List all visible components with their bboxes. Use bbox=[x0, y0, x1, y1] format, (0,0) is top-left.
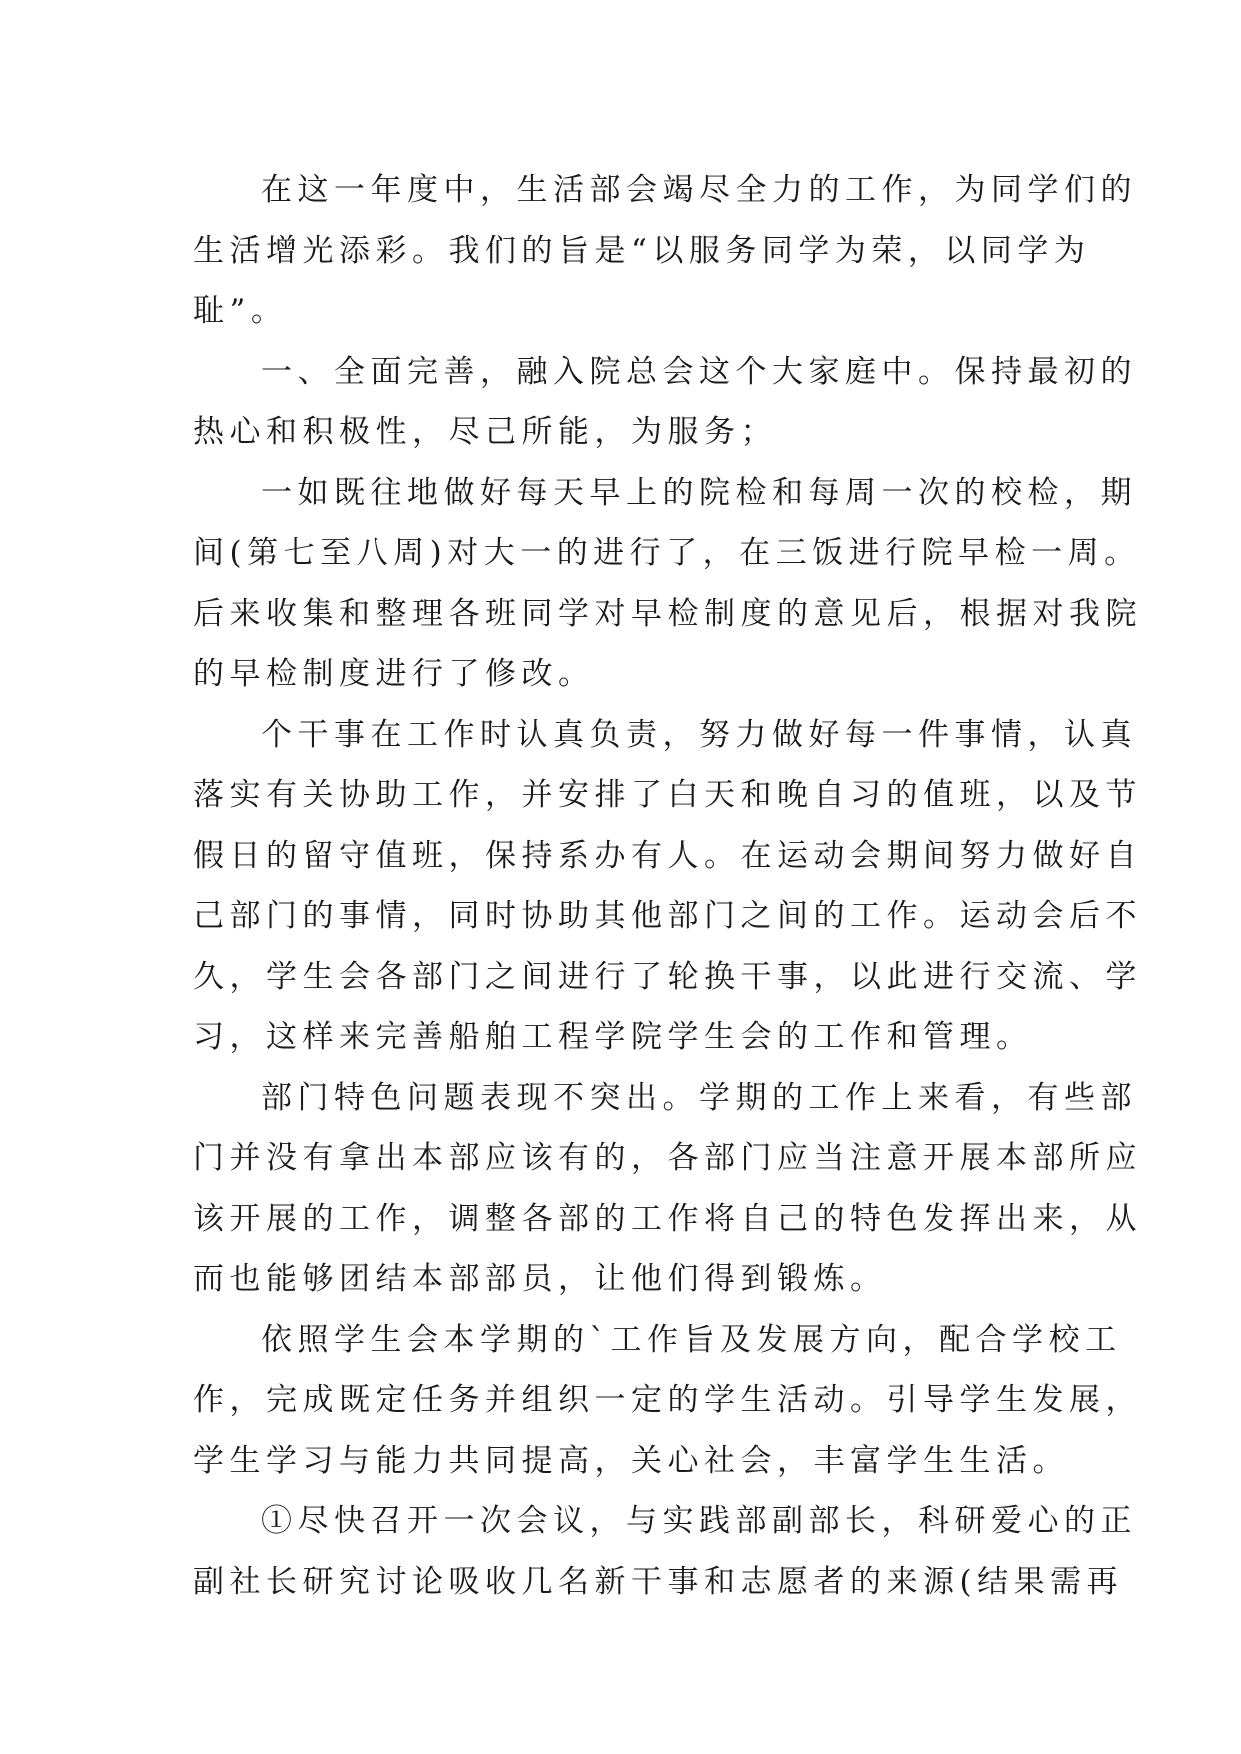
paragraph-2-line-2: 热心和积极性，尽己所能，为服务； bbox=[193, 414, 777, 450]
paragraph-7-line-1: ①尽快召开一次会议，与实践部副部长，科研爱心的正 bbox=[261, 1503, 1137, 1539]
paragraph-6-line-2: 作，完成既定任务并组织一定的学生活动。引导学生发展， bbox=[193, 1382, 1142, 1418]
paragraph-4-line-1: 个干事在工作时认真负责，努力做好每一件事情，认真 bbox=[261, 716, 1137, 753]
paragraph-6-line-1: 依照学生会本学期的`工作旨及发展方向，配合学校工 bbox=[261, 1321, 1122, 1358]
paragraph-3-line-4: 的早检制度进行了修改。 bbox=[193, 656, 595, 692]
paragraph-4-line-4: 己部门的事情，同时协助其他部门之间的工作。运动会后不 bbox=[193, 898, 1142, 934]
paragraph-5-line-2: 门并没有拿出本部应该有的，各部门应当注意开展本部所应 bbox=[193, 1140, 1142, 1176]
paragraph-3-line-3: 后来收集和整理各班同学对早检制度的意见后，根据对我院 bbox=[193, 595, 1142, 632]
paragraph-4-line-5: 久，学生会各部门之间进行了轮换干事，以此进行交流、学 bbox=[193, 958, 1142, 995]
paragraph-5-line-4: 而也能够团结本部部员，让他们得到锻炼。 bbox=[193, 1261, 887, 1297]
paragraph-6-line-3: 学生学习与能力共同提高，关心社会，丰富学生生活。 bbox=[193, 1442, 1069, 1479]
paragraph-4-line-2: 落实有关协助工作，并安排了白天和晚自习的值班，以及节 bbox=[193, 777, 1142, 813]
paragraph-2-line-1: 一、全面完善，融入院总会这个大家庭中。保持最初的 bbox=[261, 353, 1137, 390]
paragraph-1-line-3: 耻”。 bbox=[193, 293, 288, 329]
paragraph-1-line-2: 生活增光添彩。我们的旨是“以服务同学为荣，以同学为 bbox=[193, 232, 1091, 269]
paragraph-3-line-2: 间(第七至八周)对大一的进行了，在三饭进行院早检一周。 bbox=[193, 535, 1141, 571]
paragraph-4-line-3: 假日的留守值班，保持系办有人。在运动会期间努力做好自 bbox=[193, 837, 1142, 874]
paragraph-5-line-1: 部门特色问题表现不突出。学期的工作上来看，有些部 bbox=[261, 1079, 1137, 1116]
paragraph-3-line-1: 一如既往地做好每天早上的院检和每周一次的校检，期 bbox=[261, 474, 1137, 511]
paragraph-7-line-2: 副社长研究讨论吸收几名新干事和志愿者的来源(结果需再 bbox=[193, 1563, 1124, 1600]
document-body bbox=[193, 160, 1142, 1612]
paragraph-4-line-6: 习，这样来完善船舶工程学院学生会的工作和管理。 bbox=[193, 1019, 1033, 1055]
paragraph-5-line-3: 该开展的工作，调整各部的工作将自己的特色发挥出来，从 bbox=[193, 1200, 1142, 1237]
paragraph-1-line-1: 在这一年度中，生活部会竭尽全力的工作，为同学们的 bbox=[261, 172, 1137, 208]
